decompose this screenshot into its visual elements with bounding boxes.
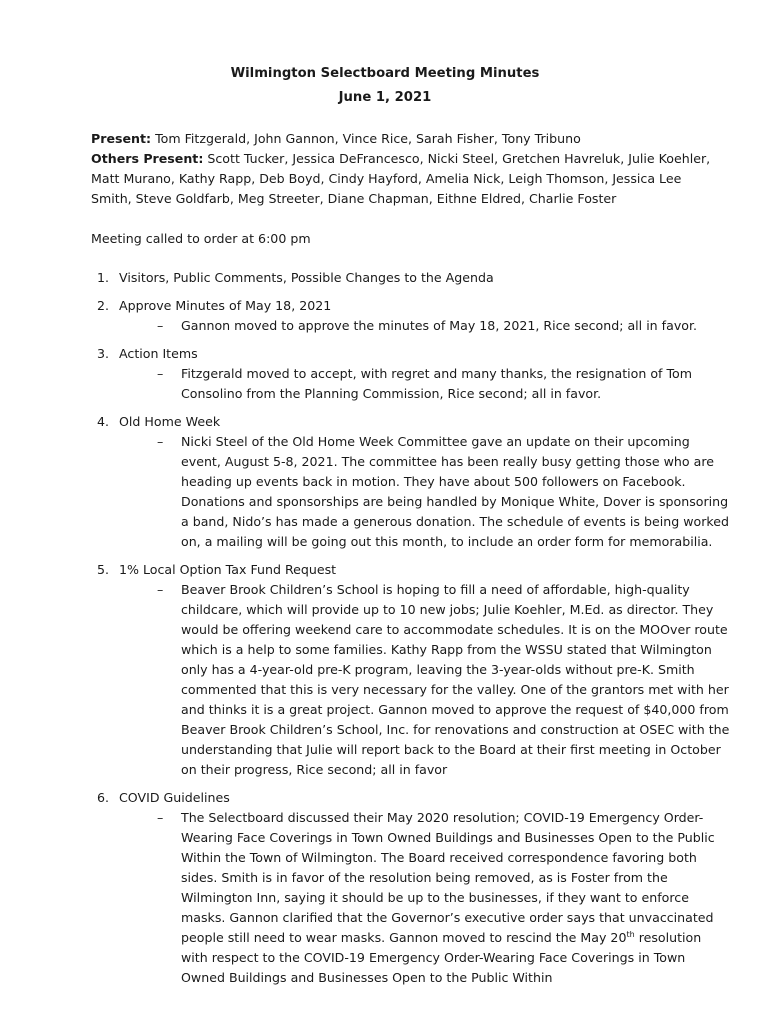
agenda-list xyxy=(91,268,731,988)
agenda-item-number: 6. xyxy=(97,790,110,805)
agenda-item xyxy=(91,788,731,988)
agenda-item-number: 4. xyxy=(97,414,110,429)
agenda-item-title: Approve Minutes of May 18, 2021 xyxy=(119,298,332,313)
agenda-item-note-text: Beaver Brook Children’s School is hoping to fill a need of affordable, high-quality childcare, which will provide up to 10 new jobs; Julie Koehler, M.Ed. as director. They would be offering weekend care to accommodate schedules. It is on the MOOver route which is a help to some families. Kathy Rapp from the WSSU stated that Wilmington only has a 4-year-old pre-K program, leaving the 3-year-olds without pre-K. Smith commented that this is very necessary for the valley. One of the grantors met with her and thinks it is a great project. Gannon moved to approve the request of $40,000 from Beaver Brook Children’s School, Inc. for renovations and construction at OSEC with the understanding that Julie will report back to the Board at their first meeting in October on their progress, Rice second; all in favor xyxy=(181,582,730,777)
dash-bullet: – xyxy=(157,318,164,333)
agenda-item-note-text: Fitzgerald moved to accept, with regret and many thanks, the resignation of Tom Consolino from the Planning Commission, Rice second; all in favor. xyxy=(181,366,692,401)
dash-bullet: – xyxy=(157,810,164,825)
agenda-item-title: Old Home Week xyxy=(119,414,221,429)
others-present-names: Scott Tucker, Jessica DeFrancesco, Nicki Steel, Gretchen Havreluk, Julie Koehler, Matt Murano, Kathy Rapp, Deb Boyd, Cindy Hayford, Amelia Nick, Leigh Thomson, Jessica Lee Smith, Steve Goldfarb, Meg Streeter, Diane Chapman, Eithne Eldred, Charlie Foster xyxy=(91,151,711,206)
agenda-item xyxy=(91,268,731,288)
agenda-item-note xyxy=(119,808,731,988)
dash-bullet: – xyxy=(157,434,164,449)
agenda-item-number: 1. xyxy=(97,270,110,285)
ordinal-suffix: th xyxy=(626,929,635,939)
agenda-item-note-text: Gannon moved to approve the minutes of May 18, 2021, Rice second; all in favor. xyxy=(181,318,698,333)
agenda-item xyxy=(91,296,731,336)
agenda-item-note xyxy=(119,364,731,404)
agenda-item-number: 2. xyxy=(97,298,110,313)
others-present-label: Others Present: xyxy=(91,151,204,166)
agenda-item-title: Action Items xyxy=(119,346,198,361)
dash-bullet: – xyxy=(157,366,164,381)
agenda-item-title: Visitors, Public Comments, Possible Changes to the Agenda xyxy=(119,270,494,285)
agenda-item-title: COVID Guidelines xyxy=(119,790,230,805)
agenda-item-note xyxy=(119,580,731,780)
present-names: Tom Fitzgerald, John Gannon, Vince Rice, Sarah Fisher, Tony Tribuno xyxy=(155,131,581,146)
agenda-item xyxy=(91,412,731,552)
agenda-item-number: 5. xyxy=(97,562,110,577)
agenda-item xyxy=(91,344,731,404)
meeting-date: June 1, 2021 xyxy=(338,90,432,105)
agenda-item xyxy=(91,560,731,780)
attendance-present xyxy=(91,129,721,149)
agenda-item-note-text: Nicki Steel of the Old Home Week Committee gave an update on their upcoming event, August 5-8, 2021. The committee has been really busy getting those who are heading up events back in motion. They have about 500 followers on Facebook. Donations and sponsorships are being handled by Monique White, Dover is sponsoring a band, Nido’s has made a generous donation. The schedule of events is being worked on, a mailing will be going out this month, to include an order form for memorabilia. xyxy=(181,434,729,549)
present-label: Present: xyxy=(91,131,152,146)
call-to-order: Meeting called to order at 6:00 pm xyxy=(91,231,311,246)
agenda-item-note xyxy=(119,432,731,552)
agenda-item-note-text-cont: resolution with respect to the COVID-19 Emergency Order-Wearing Face Coverings in Town Owned Buildings and Businesses Open to the Public Within xyxy=(181,930,702,985)
attendance-others xyxy=(91,149,721,209)
agenda-item-note-text: The Selectboard discussed their May 2020 resolution; COVID-19 Emergency Order-Wearing Face Coverings in Town Owned Buildings and Businesses Open to the Public Within the Town of Wilmington. The Board received correspondence favoring both sides. Smith is in favor of the resolution being removed, as is Foster from the Wilmington Inn, saying it should be up to the businesses, if they want to enforce masks. Gannon clarified that the Governor’s executive order says that unvaccinated people still need to wear masks. Gannon moved to rescind the May 20 xyxy=(181,810,715,945)
dash-bullet: – xyxy=(157,582,164,597)
agenda-item-note xyxy=(119,316,731,336)
document-title: Wilmington Selectboard Meeting Minutes xyxy=(230,66,540,81)
agenda-item-number: 3. xyxy=(97,346,110,361)
agenda-item-title: 1% Local Option Tax Fund Request xyxy=(119,562,337,577)
